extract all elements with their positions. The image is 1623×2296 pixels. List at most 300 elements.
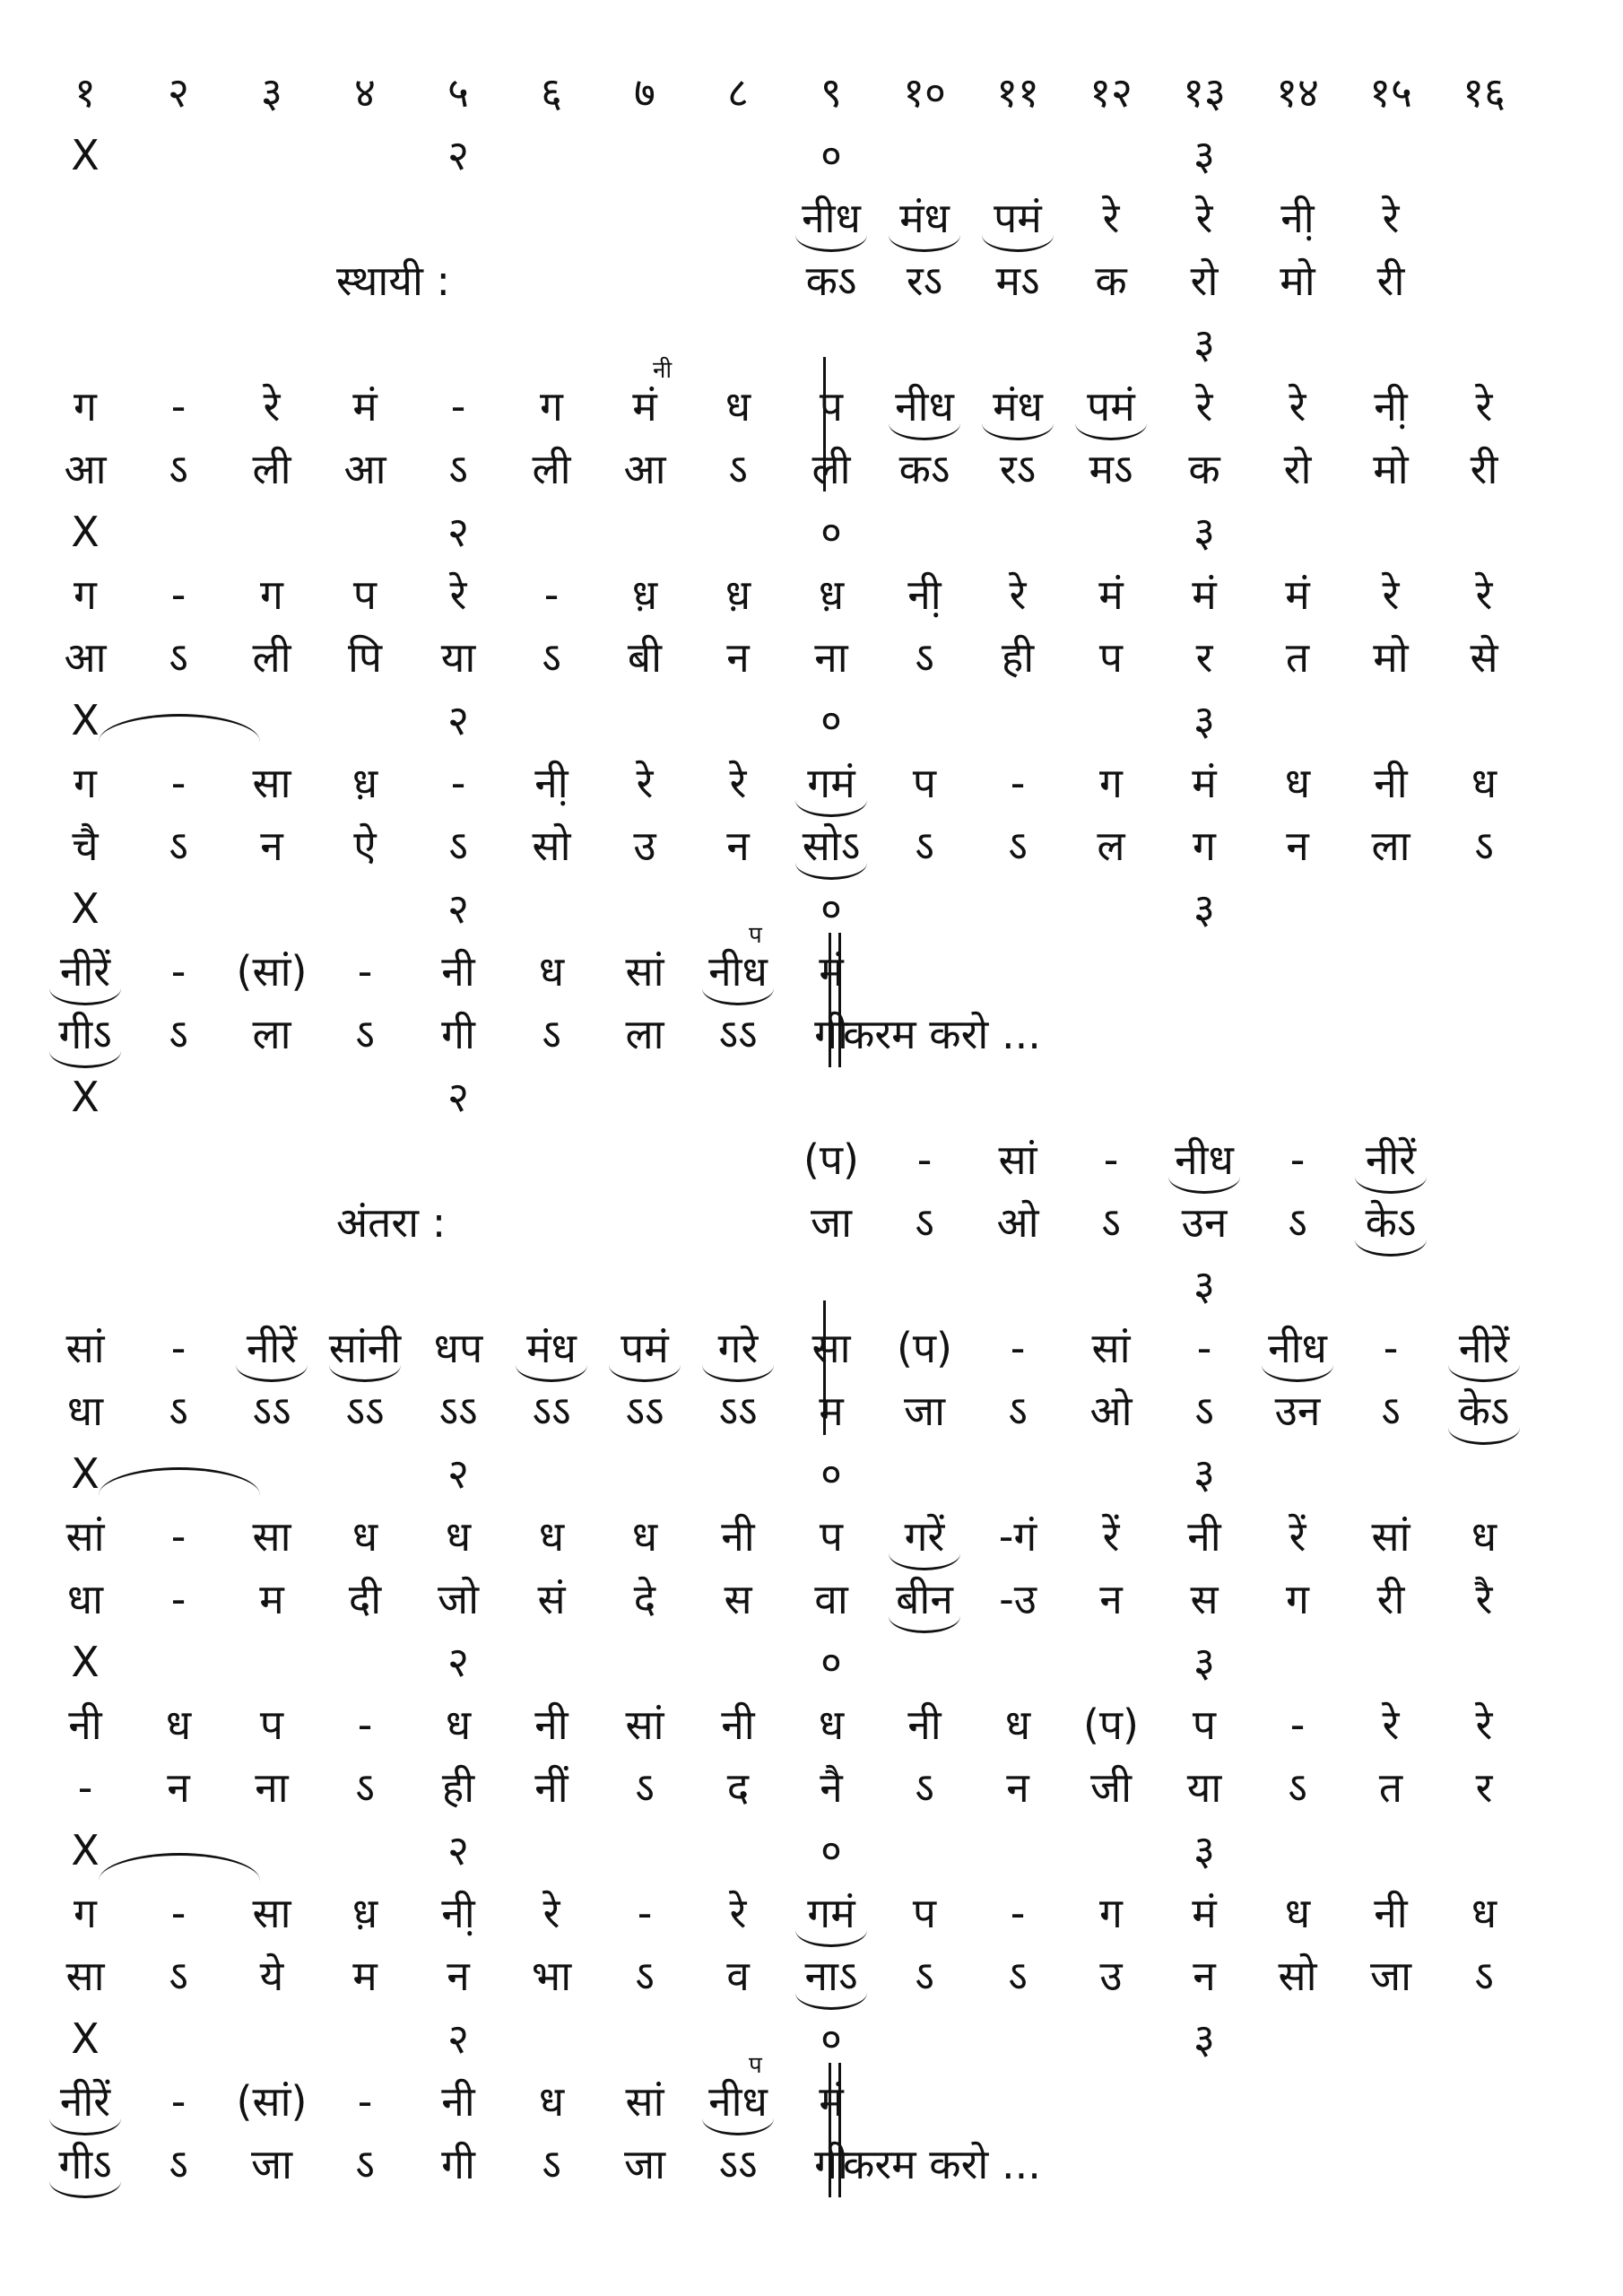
notation-cell: र [1475, 1763, 1493, 1812]
notation-cell: नीध [1175, 1135, 1234, 1184]
notation-cell: ध [538, 2077, 565, 2126]
notation-cell: नी़ [907, 570, 942, 619]
beat-number: ५ [447, 68, 469, 117]
notation-cell: ऽ [169, 445, 188, 493]
notation-cell: त [1285, 633, 1310, 682]
ending-text-2: करम करो ... [843, 2140, 1041, 2188]
notation-cell: ऽऽ [438, 1387, 478, 1435]
notation-cell: - [77, 1763, 93, 1812]
notation-cell: क [1095, 257, 1127, 305]
notation-cell: ऽ [1474, 1952, 1494, 2000]
notation-cell: नी [441, 2077, 475, 2126]
notation-cell: ग [540, 382, 563, 430]
notation-cell: ध [1004, 1700, 1031, 1749]
notation-cell: - [450, 759, 466, 807]
notation-cell: ३ [1193, 884, 1215, 933]
notation-cell: ध [1471, 1889, 1497, 1937]
notation-cell: - [170, 1324, 187, 1372]
notation-cell: (सां) [236, 947, 308, 996]
notation-cell: ३ [1193, 1449, 1215, 1498]
beat-number: १५ [1369, 68, 1412, 117]
notation-cell: प [819, 382, 844, 430]
notation-cell: सां [65, 1324, 105, 1372]
notation-cell: नी [534, 1700, 568, 1749]
notation-cell: कऽ [805, 257, 857, 305]
notation-cell: ऽ [542, 1010, 561, 1058]
notation-cell: पमं [994, 194, 1042, 242]
beat-number: १४ [1276, 68, 1319, 117]
notation-cell: X [71, 1638, 100, 1686]
notation-row [0, 1693, 1623, 1756]
notation-cell: ऽऽ [718, 2140, 758, 2188]
notation-cell: ही [1001, 633, 1035, 682]
notation-cell: मं [819, 947, 844, 996]
notation-cell: २ [447, 1449, 469, 1498]
notation-cell: नीध [708, 947, 768, 996]
notation-cell: ला [252, 1010, 291, 1058]
notation-cell: ध [1284, 759, 1311, 807]
sthayi-label: स्थायी : [336, 257, 450, 305]
notation-row [0, 1505, 1623, 1568]
notation-cell: नीध [1268, 1324, 1327, 1372]
notation-cell: ग [74, 570, 97, 619]
notation-cell: रें [1289, 1512, 1306, 1561]
notation-cell: ओ [1089, 1387, 1133, 1435]
notation-cell: ऽ [355, 1763, 375, 1812]
notation-cell: प [912, 1889, 937, 1937]
notation-cell: ऽ [635, 1763, 655, 1812]
notation-cell: २ [447, 696, 469, 744]
notation-cell: - [1383, 1324, 1399, 1372]
notation-cell: मं [1192, 570, 1217, 619]
notation-cell: या [1186, 1763, 1222, 1812]
notation-cell: मं [1285, 570, 1310, 619]
notation-cell: मंध [526, 1324, 577, 1372]
notation-cell: उ [1099, 1952, 1123, 2000]
notation-cell: रे [1475, 382, 1493, 430]
notation-cell: नी [907, 1700, 942, 1749]
notation-cell: वा [814, 1575, 848, 1623]
beat-number: १० [903, 68, 946, 117]
notation-cell: मं [1098, 570, 1124, 619]
notation-cell: प [1098, 633, 1124, 682]
notation-row [0, 1882, 1623, 1944]
notation-cell: न [260, 822, 283, 870]
notation-cell: पि [347, 633, 383, 682]
notation-row [0, 877, 1623, 940]
notation-cell: ग [1286, 1575, 1309, 1623]
notation-cell: प [912, 759, 937, 807]
notation-cell: री [1376, 1575, 1405, 1623]
notation-cell: - [170, 947, 187, 996]
notation-cell: पमं [1087, 382, 1135, 430]
notation-cell: नी [721, 1700, 755, 1749]
notation-cell: ० [820, 2014, 842, 2063]
notation-cell: मऽ [995, 257, 1040, 305]
notation-cell: नीरें [246, 1324, 298, 1372]
notation-cell: २ [447, 1826, 469, 1874]
notation-cell: ली [252, 633, 291, 682]
notation-cell: सां [1371, 1512, 1410, 1561]
notation-cell: गमं [807, 759, 855, 807]
notation-row [0, 1442, 1623, 1505]
notation-cell: - [1103, 1135, 1119, 1184]
notation-cell: ऽ [1194, 1387, 1214, 1435]
notation-cell: नी़ [534, 759, 568, 807]
notation-cell: गीऽ [58, 2140, 112, 2188]
notation-cell: रे [449, 570, 467, 619]
notation-cell: गरे [717, 1324, 759, 1372]
notation-cell: ऽ [542, 2140, 561, 2188]
notation-row [0, 563, 1623, 626]
notation-cell: ला [625, 1010, 664, 1058]
notation-cell: ध [538, 947, 565, 996]
notation-cell: रे [729, 1889, 747, 1937]
notation-cell: ३ [1193, 2014, 1215, 2063]
notation-cell: आ [64, 633, 107, 682]
notation-cell: नीध [708, 2077, 768, 2126]
beat-number: ९ [820, 68, 842, 117]
notation-cell: (प) [896, 1324, 953, 1372]
notation-cell: रे [542, 1889, 560, 1937]
notation-cell: गी [814, 1010, 848, 1058]
notation-cell: नाऽ [804, 1952, 858, 2000]
notation-row [0, 1379, 1623, 1442]
notation-cell: ऽ [915, 633, 934, 682]
notation-cell: प [819, 1512, 844, 1561]
notation-row [0, 500, 1623, 563]
notation-cell: रे [1195, 194, 1213, 242]
notation-cell: X [71, 1073, 100, 1121]
notation-cell: गी [441, 1010, 475, 1058]
notation-row [0, 814, 1623, 877]
notation-cell: मं [819, 2077, 844, 2126]
notation-cell: नी़ [1280, 194, 1315, 242]
notation-cell: रे [1195, 382, 1213, 430]
notation-cell: पमं [621, 1324, 669, 1372]
notation-cell: ना [255, 1763, 289, 1812]
notation-cell: म [259, 1575, 284, 1623]
notation-cell: मो [1373, 633, 1409, 682]
notation-cell: रे [263, 382, 281, 430]
notation-cell: - [170, 1512, 187, 1561]
notation-cell: ग [1099, 759, 1123, 807]
notation-cell: त [1378, 1763, 1403, 1812]
notation-row [0, 1568, 1623, 1631]
notation-row [0, 124, 1623, 187]
notation-cell: ग [1099, 1889, 1123, 1937]
notation-cell: ऽ [635, 1952, 655, 2000]
notation-cell: उन [1181, 1198, 1228, 1247]
notation-cell: ३ [1193, 696, 1215, 744]
notation-cell: से [1470, 633, 1498, 682]
notation-cell: सां [65, 1512, 105, 1561]
notation-cell: ऽऽ [718, 1010, 758, 1058]
notation-cell: ध [631, 1512, 658, 1561]
beat-number: ११ [996, 68, 1039, 117]
notation-cell: सं [537, 1575, 566, 1623]
notation-cell: मंध [899, 194, 950, 242]
notation-cell: ऽ [915, 1952, 934, 2000]
notation-cell: - [357, 1700, 373, 1749]
notation-row [0, 1191, 1623, 1254]
notation-cell: रे [1475, 1700, 1493, 1749]
notation-cell: धप [433, 1324, 483, 1372]
notation-cell: री [1470, 445, 1498, 493]
notation-cell: ध़ [352, 759, 378, 807]
beat-number: १२ [1089, 68, 1133, 117]
notation-cell: नीरें [59, 2077, 111, 2126]
notation-cell: न [1099, 1575, 1123, 1623]
notation-cell: जा [250, 2140, 293, 2188]
notation-cell: X [71, 131, 100, 179]
notation-cell: नीध [895, 382, 954, 430]
notation-cell: ३ [1193, 1261, 1215, 1309]
notation-cell: ही [441, 1763, 475, 1812]
notation-cell: X [71, 1449, 100, 1498]
notation-cell: प [259, 1700, 284, 1749]
notation-cell: नीरें [59, 947, 111, 996]
notation-row [0, 312, 1623, 375]
notation-cell: र [1195, 633, 1213, 682]
notation-cell: मं [1192, 1889, 1217, 1937]
notation-cell: जी [1089, 1763, 1133, 1812]
notation-cell: ली [252, 445, 291, 493]
notation-cell: ऽऽ [718, 1387, 758, 1435]
notation-row [0, 2007, 1623, 2070]
notation-cell: ग [74, 1889, 97, 1937]
notation-cell: ऽ [1288, 1198, 1307, 1247]
notation-cell: ली [532, 445, 571, 493]
notation-cell: - [170, 759, 187, 807]
notation-cell: आ [343, 445, 386, 493]
notation-cell: X [71, 884, 100, 933]
notation-cell: द [726, 1763, 750, 1812]
notation-cell: ऽ [915, 1198, 934, 1247]
notation-cell: ध [445, 1700, 472, 1749]
notation-cell: ध [165, 1700, 192, 1749]
notation-row [0, 1003, 1623, 1065]
notation-cell: केऽ [1458, 1387, 1510, 1435]
notation-cell: प [352, 570, 378, 619]
notation-cell: नी [1374, 759, 1408, 807]
notation-cell: रऽ [906, 257, 943, 305]
notation-cell: ऽ [915, 1763, 934, 1812]
notation-cell: नीं [534, 1763, 568, 1812]
notation-cell: मं [632, 382, 657, 430]
notation-cell: ऽ [169, 822, 188, 870]
notation-cell: रै [1475, 1575, 1493, 1623]
antara-label: अंतरा : [336, 1198, 447, 1247]
notation-cell: नी़ [1374, 382, 1408, 430]
notation-row [0, 752, 1623, 814]
notation-cell: ३ [1193, 1826, 1215, 1874]
notation-row [0, 2070, 1623, 2133]
notation-cell: रो [1283, 445, 1312, 493]
notation-cell: गमं [807, 1889, 855, 1937]
beat-number: १३ [1183, 68, 1226, 117]
notation-cell: ऽ [169, 2140, 188, 2188]
notation-cell: उ [633, 822, 656, 870]
notation-cell: सां [1091, 1324, 1131, 1372]
notation-cell: आ [623, 445, 666, 493]
notation-cell: ध [725, 382, 751, 430]
notation-cell: रो [1190, 257, 1219, 305]
notation-cell: ० [820, 131, 842, 179]
notation-row [0, 1756, 1623, 1819]
ending-text-1: करम करो ... [843, 1010, 1041, 1058]
notation-cell: सो [532, 822, 571, 870]
notation-cell: जा [623, 2140, 666, 2188]
notation-cell: २ [447, 1073, 469, 1121]
notation-cell: ० [820, 884, 842, 933]
notation-cell: ना [814, 633, 848, 682]
notation-cell: केऽ [1365, 1198, 1417, 1247]
notation-cell: नीरें [1458, 1324, 1510, 1372]
notation-cell: ऽ [1101, 1198, 1121, 1247]
notation-cell: स [724, 1575, 752, 1623]
notation-cell: व [726, 1952, 750, 2000]
notation-cell: ग [1193, 822, 1216, 870]
beat-number: ४ [354, 68, 376, 117]
notation-cell: ध़ [352, 1889, 378, 1937]
notation-cell: ध [352, 1512, 378, 1561]
notation-row [0, 689, 1623, 752]
notation-cell: - [170, 1889, 187, 1937]
notation-cell: ली [812, 445, 851, 493]
notation-cell: ऽ [448, 445, 468, 493]
notation-cell: सा [252, 759, 291, 807]
notation-cell: -उ [999, 1575, 1037, 1623]
notation-cell: २ [447, 2014, 469, 2063]
notation-cell: या [440, 633, 476, 682]
notation-cell: रे [1009, 570, 1027, 619]
notation-cell: न [1193, 1952, 1216, 2000]
notation-cell: सांनी [328, 1324, 402, 1372]
notation-cell: - [450, 382, 466, 430]
notation-cell: रे [1382, 1700, 1400, 1749]
notation-cell: - [170, 1575, 187, 1623]
notation-cell: - [357, 947, 373, 996]
notation-cell: सा [812, 1324, 851, 1372]
notation-cell: नी [1374, 1889, 1408, 1937]
notation-cell: जा [810, 1198, 853, 1247]
notation-cell: ध [538, 1512, 565, 1561]
notation-cell: जा [1369, 1952, 1412, 2000]
notation-cell: दी [348, 1575, 382, 1623]
notation-cell: ० [820, 508, 842, 556]
notation-cell: ध [1471, 1512, 1497, 1561]
notation-cell: - [1289, 1135, 1306, 1184]
notation-cell: धा [66, 1575, 104, 1623]
notation-cell: ऽ [915, 822, 934, 870]
notation-cell: जो [437, 1575, 480, 1623]
grace-note: प [749, 2052, 762, 2079]
notation-cell: ० [820, 1638, 842, 1686]
notation-cell: जा [903, 1387, 946, 1435]
notation-cell: ऽ [728, 445, 748, 493]
notation-cell: रे [729, 759, 747, 807]
notation-cell: न [726, 633, 750, 682]
notation-cell: नी [721, 1512, 755, 1561]
notation-cell: - [170, 2077, 187, 2126]
notation-cell: २ [447, 131, 469, 179]
grace-note: प [749, 922, 762, 949]
notation-cell: क [1188, 445, 1220, 493]
notation-cell: ऽ [355, 2140, 375, 2188]
notation-cell: - [1010, 1324, 1026, 1372]
notation-cell: ऽऽ [252, 1387, 291, 1435]
notation-cell: (प) [803, 1135, 860, 1184]
notation-cell: ३ [1193, 508, 1215, 556]
notation-cell: ध़ [631, 570, 658, 619]
notation-cell: सां [625, 947, 664, 996]
notation-row [0, 1317, 1623, 1379]
notation-cell: ऽ [1008, 822, 1028, 870]
notation-row [0, 438, 1623, 500]
notation-cell: रे [636, 759, 654, 807]
notation-cell: गीऽ [58, 1010, 112, 1058]
notation-cell: - [1010, 759, 1026, 807]
notation-cell: ऽ [169, 1952, 188, 2000]
notation-cell: ध [1471, 759, 1497, 807]
notation-cell: - [637, 1889, 653, 1937]
notation-cell: सां [625, 1700, 664, 1749]
notation-cell: सा [65, 1952, 105, 2000]
notation-cell: री [1376, 257, 1405, 305]
notation-cell: ऽ [355, 1010, 375, 1058]
notation-cell: प [1192, 1700, 1217, 1749]
notation-cell: ऽ [1474, 822, 1494, 870]
notation-cell: ऽ [169, 1010, 188, 1058]
notation-cell: ऽ [169, 633, 188, 682]
notation-cell: रे [1382, 194, 1400, 242]
notation-cell: न [167, 1763, 190, 1812]
notation-cell: ऽ [1008, 1387, 1028, 1435]
notation-row [0, 1631, 1623, 1693]
notation-row [0, 1944, 1623, 2007]
notation-cell: नै [820, 1763, 843, 1812]
beat-number: १ [74, 68, 96, 117]
notation-cell: रें [1102, 1512, 1120, 1561]
notation-cell: X [71, 508, 100, 556]
notation-cell: आ [64, 445, 107, 493]
notation-cell: मऽ [1089, 445, 1133, 493]
notation-cell: ऽऽ [532, 1387, 571, 1435]
notation-cell: ग [74, 382, 97, 430]
notation-cell: ३ [1193, 131, 1215, 179]
notation-cell: रे [1475, 570, 1493, 619]
beat-number: २ [168, 68, 189, 117]
notation-cell: मं [1192, 759, 1217, 807]
notation-cell: गी [441, 2140, 475, 2188]
notation-cell: ऽ [1381, 1387, 1401, 1435]
notation-cell: ल [1097, 822, 1125, 870]
notation-cell: सो [1278, 1952, 1317, 2000]
notation-cell: सा [252, 1889, 291, 1937]
notation-cell: ऽ [1008, 1952, 1028, 2000]
notation-row [0, 375, 1623, 438]
notation-cell: न [1286, 822, 1309, 870]
notation-row [0, 249, 1623, 312]
notation-cell: - [170, 570, 187, 619]
notation-cell: ३ [1193, 1638, 1215, 1686]
notation-cell: चै [72, 822, 99, 870]
notation-cell: सां [998, 1135, 1037, 1184]
notation-cell: ग [260, 570, 283, 619]
notation-cell: सोऽ [802, 822, 861, 870]
notation-cell: ध़ [725, 570, 751, 619]
